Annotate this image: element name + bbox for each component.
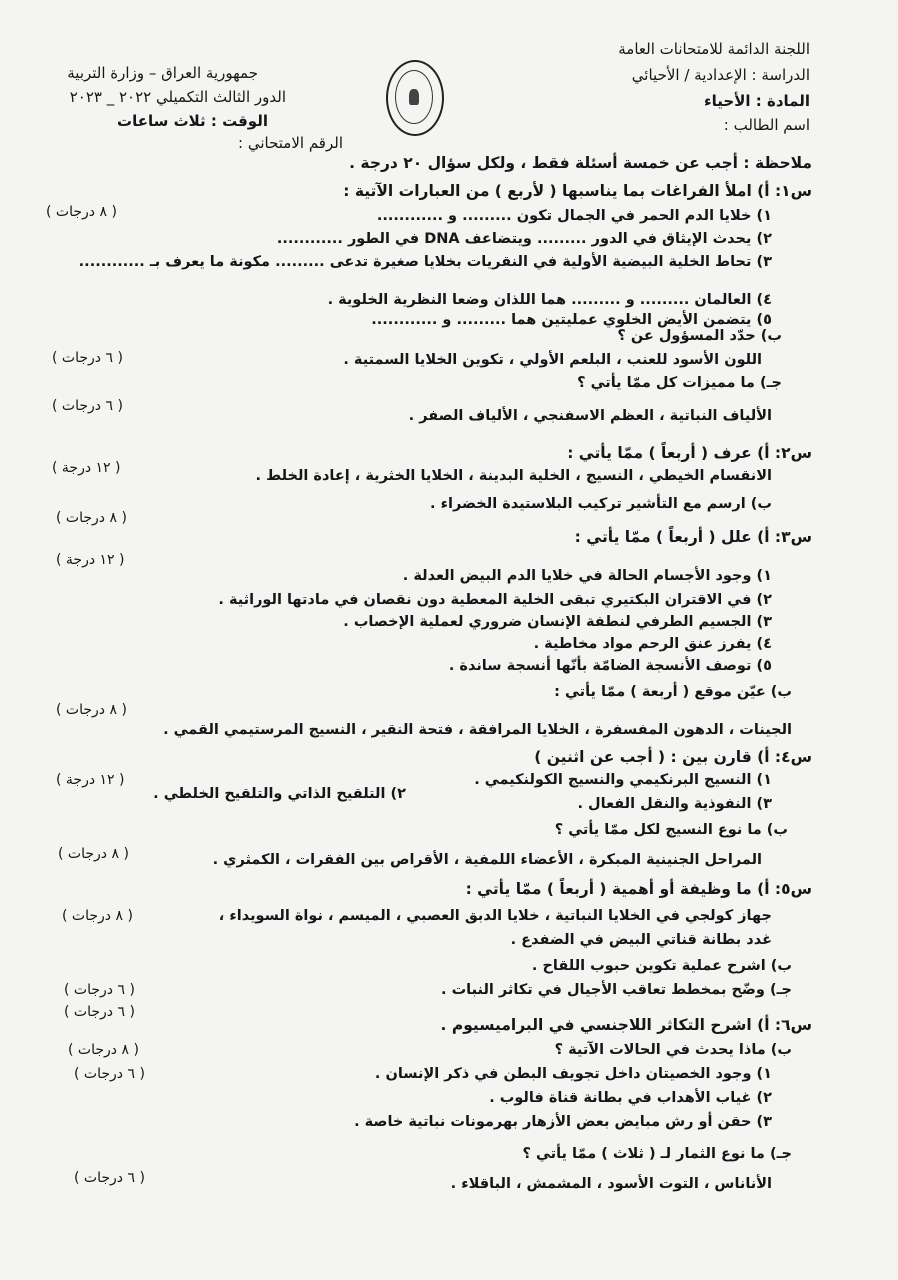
marks-label: ( ٦ درجات ): [64, 982, 135, 998]
q5-a-title: س٥: أ) ما وظيفة أو أهمية ( أربعاً ) ممّا يأتي :: [465, 880, 812, 898]
q2-a-items: الانقسام الخيطي ، النسيج ، الخلية البدينة ، الخلايا الخثرية ، إعادة الخلط .: [255, 468, 772, 484]
q5-c-title: جـ) وضّح بمخطط تعاقب الأجيال في تكاثر النبات .: [441, 982, 792, 998]
q3-a-item-4: ٤) يفرز عنق الرحم مواد مخاطية .: [533, 636, 772, 652]
q1-a-item-1: ١) خلايا الدم الحمر في الجمال تكون ......... و ............: [376, 208, 772, 224]
header-time: الوقت : ثلاث ساعات: [117, 112, 268, 130]
q4-a-item-2: ٢) التلقيح الذاتي والتلقيح الخلطي .: [153, 786, 406, 802]
q6-b-item-3: ٣) حقن أو رش مبايض بعض الأزهار بهرمونات نباتية خاصة .: [354, 1114, 772, 1130]
q6-b-title: ب) ماذا يحدث في الحالات الآتية ؟: [554, 1042, 792, 1058]
q6-b-item-2: ٢) غياب الأهداب في بطانة قناة فالوب .: [489, 1090, 772, 1106]
q6-a-title: س٦: أ) اشرح التكاثر اللاجنسي في البراميسيوم .: [440, 1016, 812, 1034]
q4-a-title: س٤: أ) قارن بين : ( أجب عن اثنين ): [534, 748, 812, 766]
marks-label: ( ٨ درجات ): [62, 908, 133, 924]
marks-label: ( ١٢ درجة ): [52, 460, 121, 476]
iraq-ministry-seal-icon: [386, 60, 444, 136]
header-student-name: اسم الطالب :: [723, 116, 810, 134]
marks-label: ( ٦ درجات ): [74, 1170, 145, 1186]
header-committee: اللجنة الدائمة للامتحانات العامة: [618, 40, 810, 58]
q3-a-item-1: ١) وجود الأجسام الحالة في خلايا الدم البيض العدلة .: [402, 568, 772, 584]
q2-a-title: س٢: أ) عرف ( أربعاً ) ممّا يأتي :: [567, 444, 812, 462]
exam-note: ملاحظة : أجب عن خمسة أسئلة فقط ، ولكل سؤال ٢٠ درجة .: [349, 154, 812, 172]
exam-number-label: الرقم الامتحاني :: [238, 134, 343, 152]
q5-a-items-2: غدد بطانة قناتي البيض في الضفدع .: [510, 932, 772, 948]
q1-a-title: س١: أ) املأ الفراغات بما يناسبها ( لأربع ) من العبارات الآتية :: [343, 182, 812, 200]
q1-a-item-3: ٣) تحاط الخلية البيضية الأولية في النقريات بخلايا صغيرة تدعى ......... مكونة ما يعرف بـ ............: [78, 254, 772, 270]
q4-a-item-3: ٣) النفوذية والنقل الفعال .: [577, 796, 772, 812]
header-study: الدراسة : الإعدادية / الأحيائي: [631, 66, 810, 84]
q6-b-item-1: ١) وجود الخصيتان داخل تجويف البطن في ذكر الإنسان .: [374, 1066, 772, 1082]
q3-a-title: س٣: أ) علل ( أربعاً ) ممّا يأتي :: [574, 528, 812, 546]
marks-label: ( ٦ درجات ): [64, 1004, 135, 1020]
q2-b-title: ب) ارسم مع التأشير تركيب البلاستيدة الخضراء .: [430, 496, 772, 512]
q1-b-title: ب) حدّد المسؤول عن ؟: [617, 328, 782, 344]
q3-b-title: ب) عيّن موقع ( أربعة ) ممّا يأتي :: [554, 684, 792, 700]
q4-b-title: ب) ما نوع النسيج لكل ممّا يأتي ؟: [554, 822, 788, 838]
marks-label: ( ١٢ درجة ): [56, 552, 125, 568]
q1-a-item-2: ٢) يحدث الإيثاق في الدور ......... ويتضاعف DNA في الطور ............: [276, 231, 772, 247]
q1-c-items: الألياف النباتية ، العظم الاسفنجي ، الألياف الصفر .: [408, 408, 772, 424]
q6-c-items: الأناناس ، التوت الأسود ، المشمش ، الباقلاء .: [450, 1176, 772, 1192]
q1-b-items: اللون الأسود للعنب ، البلعم الأولي ، تكوين الخلايا السمتية .: [343, 352, 762, 368]
q5-a-items: جهاز كولجي في الخلايا النباتية ، خلايا الدبق العصبي ، الميسم ، نواة السويداء ،: [218, 908, 772, 924]
q3-a-item-3: ٣) الجسيم الطرفي لنطفة الإنسان ضروري لعملية الإخصاب .: [343, 614, 772, 630]
q4-a-item-1: ١) النسيج البرنكيمي والنسيج الكولنكيمي .: [474, 772, 772, 788]
q3-a-item-5: ٥) توصف الأنسجة الضامّة بأنّها أنسجة ساندة .: [448, 658, 772, 674]
marks-label: ( ٨ درجات ): [46, 204, 117, 220]
marks-label: ( ٨ درجات ): [56, 702, 127, 718]
q3-b-items: الجينات ، الدهون المفسفرة ، الخلايا المرافقة ، فتحة النقير ، النسيج المرستيمي القمي .: [163, 722, 792, 738]
marks-label: ( ٨ درجات ): [68, 1042, 139, 1058]
header-subject: المادة : الأحياء: [703, 92, 810, 110]
q6-c-title: جـ) ما نوع الثمار لـ ( ثلاث ) ممّا يأتي ؟: [522, 1146, 792, 1162]
marks-label: ( ٦ درجات ): [52, 350, 123, 366]
header-round: الدور الثالث التكميلي ٢٠٢٢ _ ٢٠٢٣: [69, 88, 286, 106]
header-republic: جمهورية العراق – وزارة التربية: [67, 64, 258, 82]
q5-b-title: ب) اشرح عملية تكوين حبوب اللقاح .: [531, 958, 792, 974]
q1-c-title: جـ) ما مميزات كل ممّا يأتي ؟: [577, 375, 782, 391]
marks-label: ( ٦ درجات ): [52, 398, 123, 414]
marks-label: ( ٨ درجات ): [56, 510, 127, 526]
q4-b-items: المراحل الجنينية المبكرة ، الأعضاء اللمفية ، الأقراص بين الفقرات ، الكمثري .: [212, 852, 762, 868]
marks-label: ( ٦ درجات ): [74, 1066, 145, 1082]
marks-label: ( ١٢ درجة ): [56, 772, 125, 788]
q1-a-item-4: ٤) العالمان ......... و ......... هما اللذان وضعا النظرية الخلوية .: [327, 292, 772, 308]
q1-a-item-5: ٥) يتضمن الأيض الخلوي عمليتين هما ......... و ............: [371, 312, 772, 328]
q3-a-item-2: ٢) في الاقتران البكتيري تبقى الخلية المعطية دون نقصان في مادتها الوراثية .: [218, 592, 772, 608]
marks-label: ( ٨ درجات ): [58, 846, 129, 862]
